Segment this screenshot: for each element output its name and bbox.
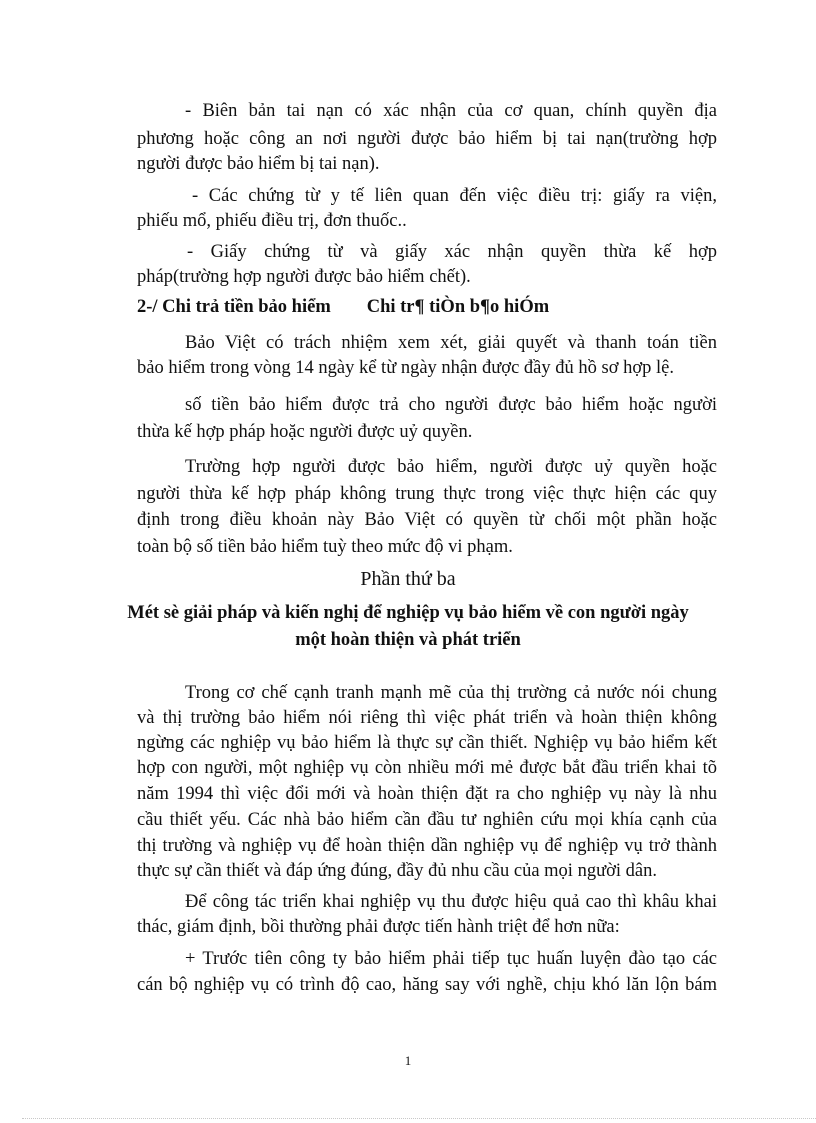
paragraph-line: + Trước tiên công ty bảo hiểm phải tiếp tục huấn luyện đào tạo các	[185, 949, 717, 969]
paragraph-line: - Giấy chứng từ và giấy xác nhận quyền thừa kế hợp	[187, 242, 717, 262]
page-number: 1	[404, 1053, 412, 1068]
paragraph-line: Trong cơ chế cạnh tranh mạnh mẽ của thị trường cả nước nói chung	[185, 683, 717, 703]
section-heading-text: 2-/ Chi trả tiền bảo hiểm	[137, 297, 331, 317]
paragraph-line: người thừa kế hợp pháp không trung thực trong việc thực hiện các quy	[137, 484, 717, 504]
paragraph-line: bảo hiểm trong vòng 14 ngày kể từ ngày nhận được đầy đủ hồ sơ hợp lệ.	[137, 358, 674, 378]
paragraph-line: hợp con người, một nghiệp vụ còn nhiều mới mẻ được bắt đầu triển khai tõ	[137, 758, 717, 778]
section-heading	[137, 295, 549, 319]
part-title: Phần thứ ba	[360, 568, 456, 590]
paragraph-line: năm 1994 thì việc đổi mới và hoàn thiện đặt ra cho nghiệp vụ này là nhu	[137, 784, 717, 804]
paragraph-line: định trong điều khoản này Bảo Việt có quyền từ chối một phần hoặc	[137, 510, 717, 530]
paragraph-line: - Các chứng từ y tế liên quan đến việc điều trị: giấy ra viện,	[192, 186, 717, 206]
paragraph-line: người được bảo hiểm bị tai nạn).	[137, 154, 380, 174]
page-bottom-border	[22, 1118, 816, 1119]
paragraph-line: thực sự cần thiết và đáp ứng đúng, đầy đủ nhu cầu của mọi người dân.	[137, 861, 657, 881]
paragraph-line: - Biên bản tai nạn có xác nhận của cơ quan, chính quyền địa	[185, 101, 717, 121]
paragraph-line: Để công tác triển khai nghiệp vụ thu được hiệu quả cao thì khâu khai	[185, 892, 717, 912]
paragraph-line: thác, giám định, bồi thường phải được tiến hành triệt để hơn nữa:	[137, 917, 620, 937]
section-title-line: Mét sè giải pháp và kiến nghị để nghiệp vụ bảo hiểm về con người ngày	[127, 603, 689, 623]
paragraph-line: phiếu mổ, phiếu điều trị, đơn thuốc..	[137, 211, 407, 231]
paragraph-line: Trường hợp người được bảo hiểm, người được uỷ quyền hoặc	[185, 457, 717, 477]
section-heading-garbled-text: Chi tr¶ tiÒn b¶o hiÓm	[366, 297, 550, 317]
paragraph-line: thị trường và nghiệp vụ để hoàn thiện dần nghiệp vụ để nghiệp vụ trở thành	[137, 836, 717, 856]
paragraph-line: ngừng các nghiệp vụ bảo hiểm là thực sự cần thiết. Nghiệp vụ bảo hiểm kết	[137, 733, 717, 753]
paragraph-line: thừa kế hợp pháp hoặc người được uỷ quyền.	[137, 422, 473, 442]
paragraph-line: số tiền bảo hiểm được trả cho người được bảo hiểm hoặc người	[185, 395, 717, 415]
paragraph-line: và thị trường bảo hiểm nói riêng thì việc phát triển và hoàn thiện không	[137, 708, 717, 728]
paragraph-line: cán bộ nghiệp vụ có trình độ cao, hăng say với nghề, chịu khó lăn lộn bám	[137, 975, 717, 995]
paragraph-line: phương hoặc công an nơi người được bảo hiểm bị tai nạn(trường hợp	[137, 129, 717, 149]
section-title-line: một hoàn thiện và phát triển	[295, 630, 521, 650]
paragraph-line: toàn bộ số tiền bảo hiểm tuỳ theo mức độ vi phạm.	[137, 537, 513, 557]
paragraph-line: cầu thiết yếu. Các nhà bảo hiểm cần đầu tư nghiên cứu mọi khía cạnh của	[137, 810, 717, 830]
paragraph-line: Bảo Việt có trách nhiệm xem xét, giải quyết và thanh toán tiền	[185, 333, 717, 353]
paragraph-line: pháp(trường hợp người được bảo hiểm chết).	[137, 267, 471, 287]
